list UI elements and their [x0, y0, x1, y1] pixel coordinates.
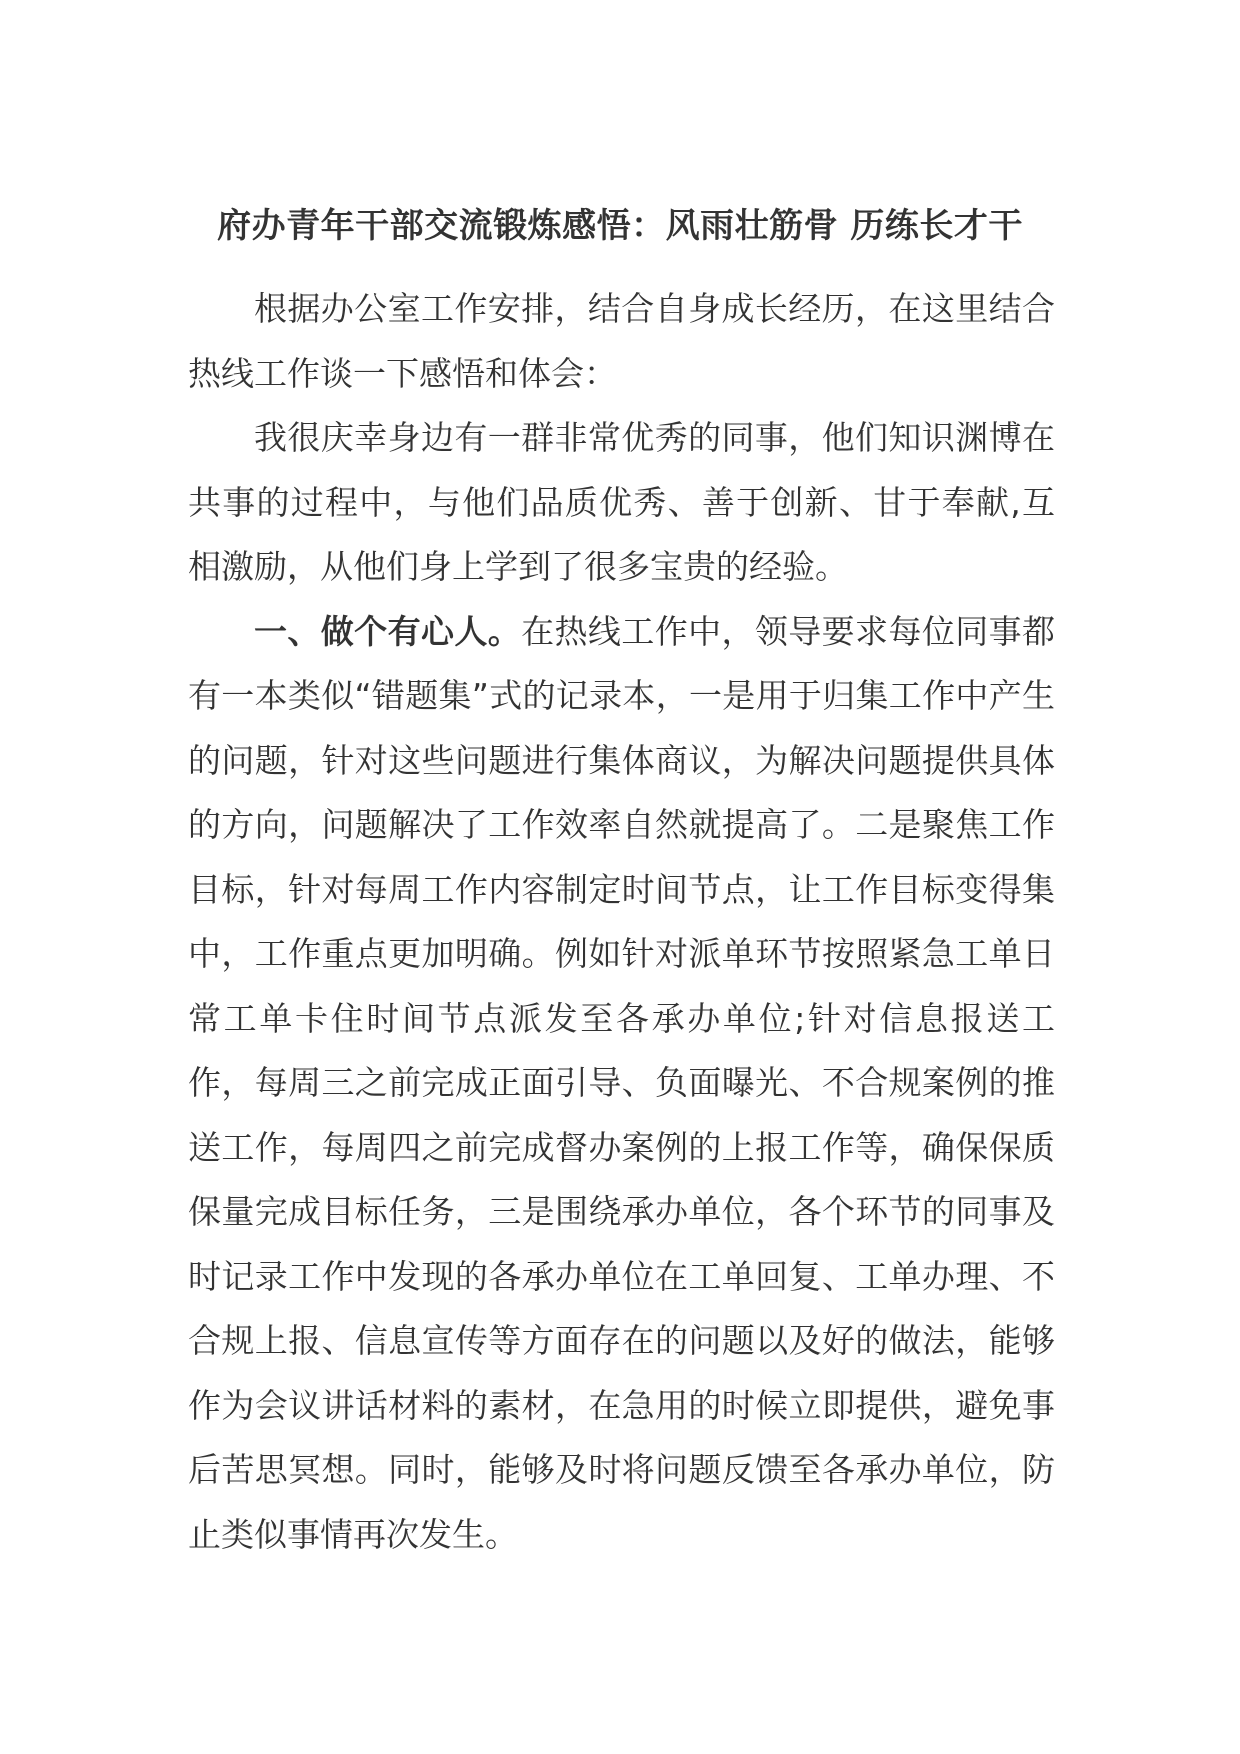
paragraph-colleagues — [188, 406, 1055, 600]
paragraph-intro-text: 根据办公室工作安排，结合自身成长经历，在这里结合热线工作谈一下感悟和体会： — [188, 289, 1055, 393]
paragraph-colleagues-text: 我很庆幸身边有一群非常优秀的同事，他们知识渊博在共事的过程中，与他们品质优秀、善于创新、甘于奉献,互相激励，从他们身上学到了很多宝贵的经验。 — [188, 418, 1055, 586]
document-title: 府办青年干部交流锻炼感悟：风雨壮筋骨 历练长才干 — [217, 206, 1023, 246]
paragraph-section-one — [188, 600, 1055, 1568]
paragraph-intro — [188, 277, 1055, 406]
document-body — [188, 277, 1055, 1567]
section-one-heading: 一、做个有心人。 — [254, 611, 522, 651]
paragraph-section-one-text: 在热线工作中，领导要求每位同事都有一本类似“错题集”式的记录本，一是用于归集工作中产生的问题，针对这些问题进行集体商议，为解决问题提供具体的方向，问题解决了工作效率自然就提高了。二是聚焦工作目标，针对每周工作内容制定时间节点，让工作目标变得集中，工作重点更加明确。例如针对派单环节按照紧急工单日常工单卡住时间节点派发至各承办单位;针对信息报送工作，每周三之前完成正面引导、负面曝光、不合规案例的推送工作，每周四之前完成督办案例的上报工作等，确保保质保量完成目标任务，三是围绕承办单位，各个环节的同事及时记录工作中发现的各承办单位在工单回复、工单办理、不合规上报、信息宣传等方面存在的问题以及好的做法，能够作为会议讲话材料的素材，在急用的时候立即提供，避免事后苦思冥想。同时，能够及时将问题反馈至各承办单位，防止类似事情再次发生。 — [188, 611, 1056, 1554]
